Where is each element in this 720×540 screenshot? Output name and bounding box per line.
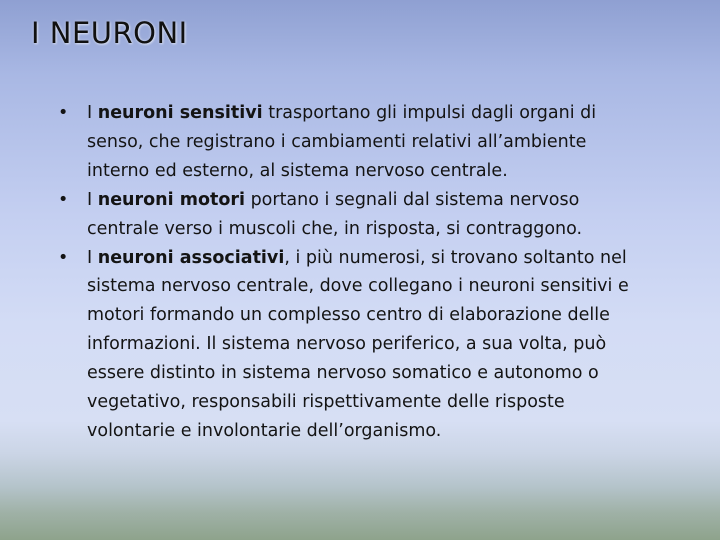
- bullet-prefix: I: [87, 103, 98, 123]
- bullet-icon: •: [58, 247, 69, 268]
- bullet-list: [58, 99, 653, 446]
- bullet-item-associative-neurons: [58, 244, 653, 446]
- bullet-term: neuroni associativi: [97, 247, 285, 268]
- bullet-prefix: I: [87, 189, 98, 210]
- bullet-prefix: I: [87, 247, 98, 268]
- bullet-text: , i più numerosi, si trovano soltanto nel sistema nervoso centrale, dove collegano i neuroni sensitivi e motori formando un complesso centro di elaborazione delle informazioni. Il sistema nervoso periferico, a sua volta, può essere distinto in sistema nervoso somatico e autonomo o vegetativo, responsabili rispettivamente delle risposte volontarie e involontarie dell’organismo.: [87, 247, 629, 441]
- slide-title: I NEURONI: [31, 16, 188, 50]
- bullet-text: portano i segnali dal sistema nervoso centrale verso i muscoli che, in risposta, si contraggono.: [87, 189, 583, 239]
- bullet-text: trasportano gli impulsi dagli organi di senso, che registrano i cambiamenti relativi all’ambiente interno ed esterno, al sistema nervoso centrale.: [87, 103, 597, 181]
- bullet-icon: •: [58, 103, 69, 123]
- bullet-item-sensory-neurons: [58, 99, 653, 186]
- bullet-term: neuroni sensitivi: [97, 103, 263, 123]
- bullet-item-motor-neurons: [58, 186, 653, 244]
- bullet-icon: •: [58, 189, 69, 210]
- bullet-term: neuroni motori: [97, 189, 245, 210]
